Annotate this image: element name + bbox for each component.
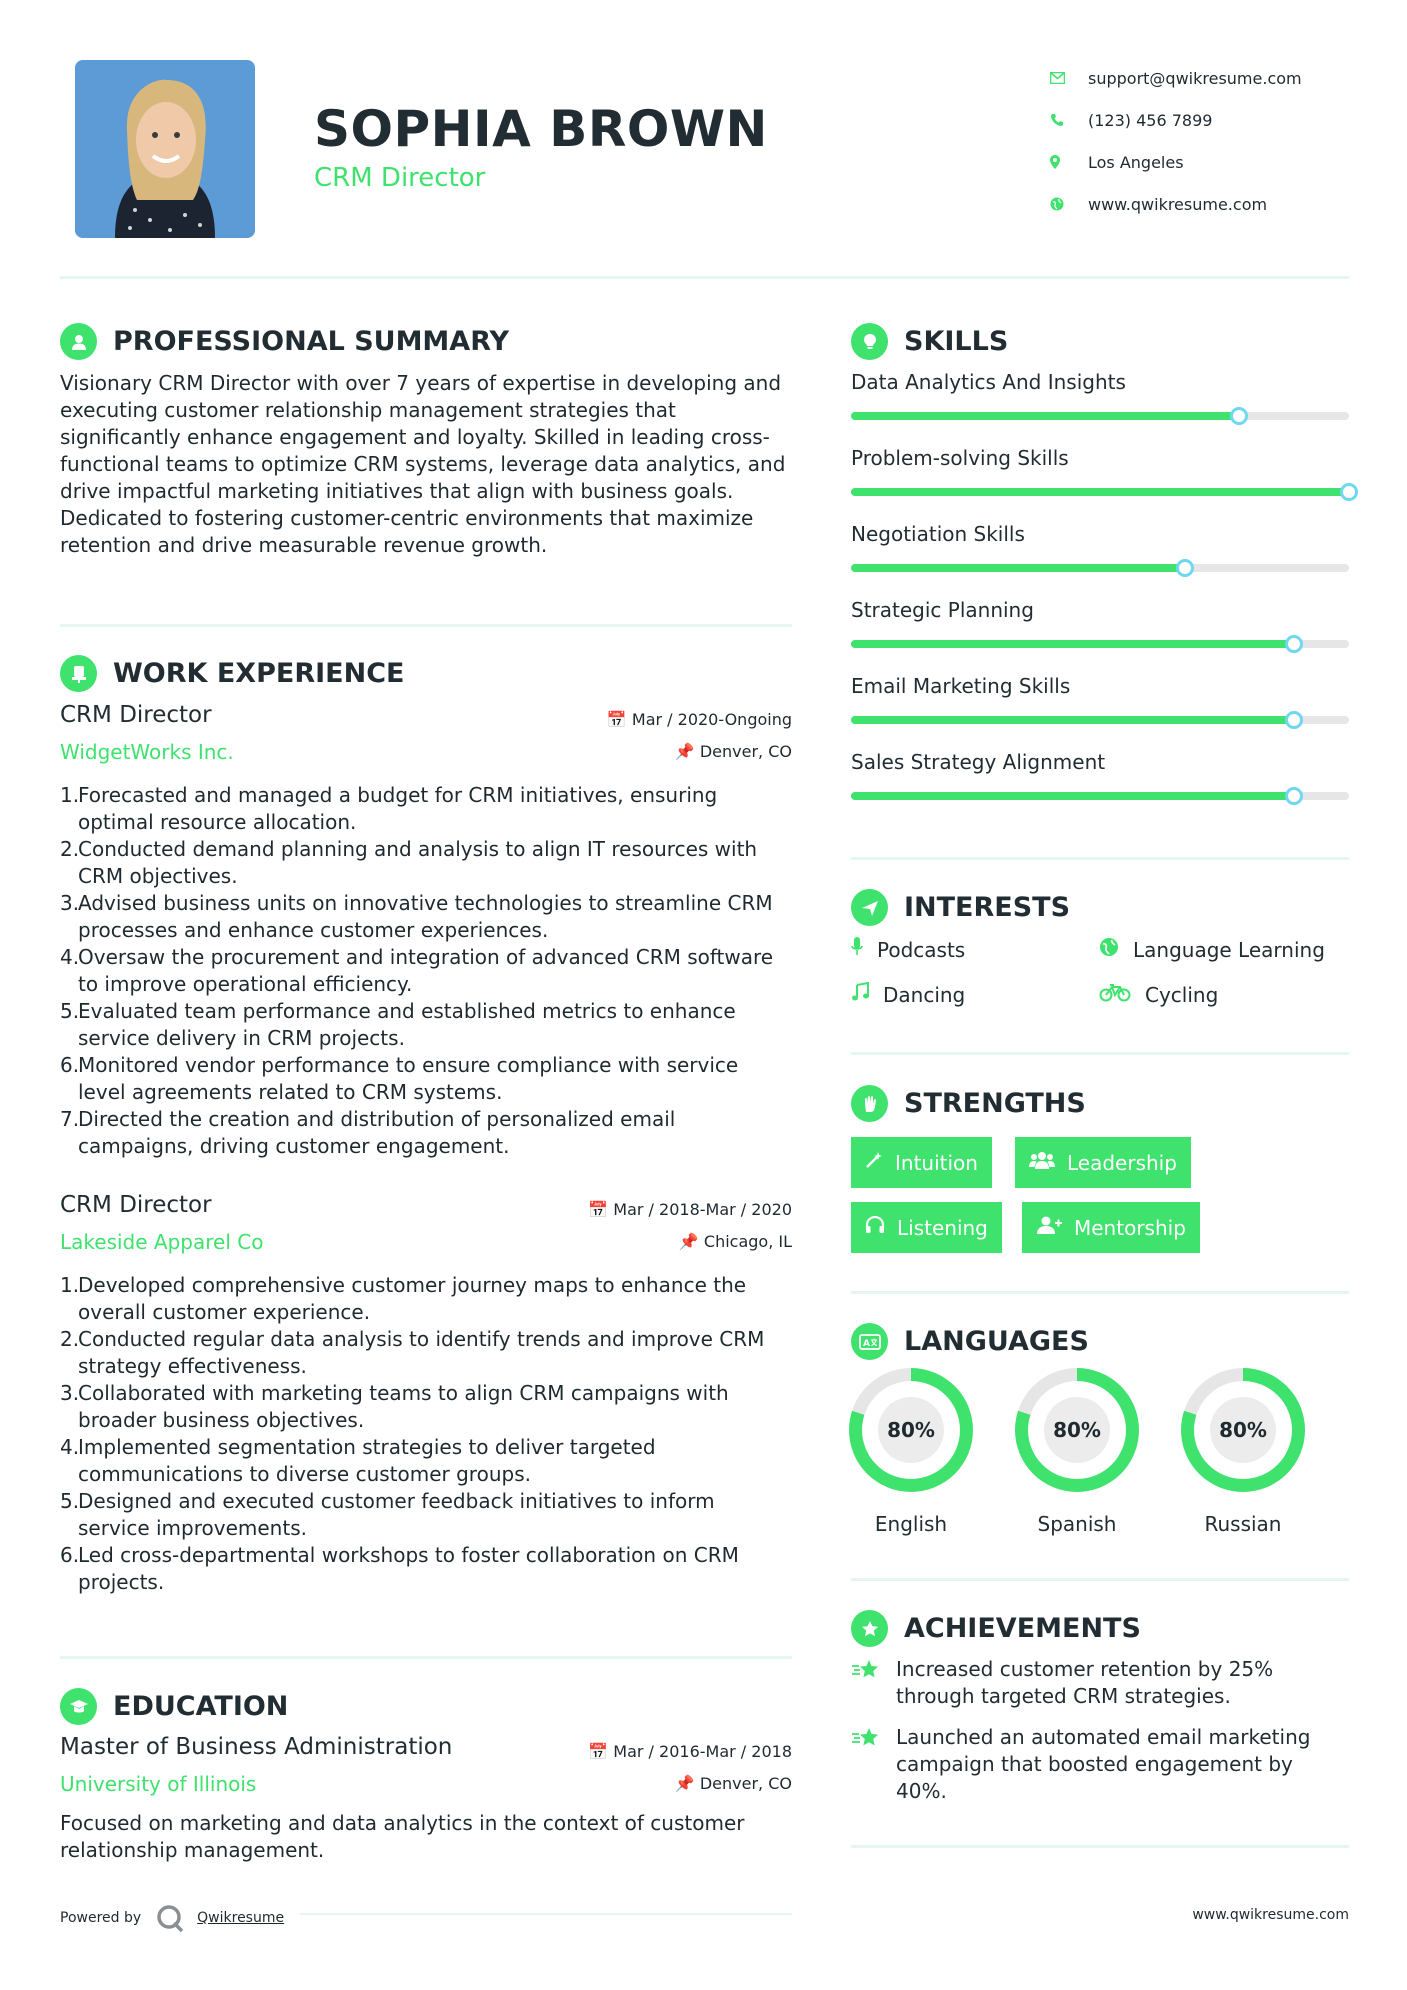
job-bullet: 3. Collaborated with marketing teams to align CRM campaigns with broader business objectives. (60, 1381, 729, 1432)
graduate-icon (60, 1688, 97, 1725)
language-name: Spanish (1037, 1512, 1117, 1536)
bicycle-icon (1099, 982, 1131, 1007)
strength-tag-listening (851, 1202, 1002, 1253)
job-location-text: Denver, CO (699, 742, 792, 761)
languages-heading-text: LANGUAGES (904, 1326, 1089, 1357)
job-bullet: 2. Conducted demand planning and analysis to align IT resources with CRM objectives. (60, 837, 758, 888)
users-icon (1029, 1151, 1055, 1174)
job-location (675, 742, 792, 761)
calendar-icon: 📅 (606, 710, 627, 729)
pushpin-icon: 📌 (674, 742, 695, 761)
contact-phone[interactable] (1050, 99, 1302, 141)
skill-item (851, 522, 1349, 546)
interests-heading-text: INTERESTS (904, 892, 1071, 923)
job-company: Lakeside Apparel Co (60, 1230, 264, 1254)
microphone-icon (851, 937, 863, 962)
languages-heading (851, 1323, 1089, 1360)
job-bullet: 2. Conducted regular data analysis to identify trends and improve CRM strategy effectiveness. (60, 1327, 765, 1378)
map-pin-icon (1050, 155, 1088, 169)
summary-divider (60, 624, 792, 627)
achievements-divider (851, 1845, 1349, 1848)
education-school: University of Illinois (60, 1772, 257, 1796)
job-bullet: 4. Implemented segmentation strategies to deliver targeted communications to diverse customer groups. (60, 1435, 656, 1486)
interest-label: Podcasts (877, 937, 966, 962)
work-divider (60, 1656, 792, 1659)
interest-item-dancing (851, 982, 965, 1007)
powered-by-text: Powered by (60, 1910, 142, 1926)
magic-wand-icon (865, 1151, 883, 1174)
language-item (1015, 1368, 1139, 1536)
summary-heading-text: PROFESSIONAL SUMMARY (113, 326, 510, 357)
skill-label: Sales Strategy Alignment (851, 750, 1106, 774)
skill-knob (1176, 559, 1194, 577)
paper-plane-icon (851, 889, 888, 926)
language-ring (1015, 1368, 1139, 1492)
skill-track (851, 792, 1349, 800)
contact-website-text: www.qwikresume.com (1088, 194, 1268, 214)
skill-label: Email Marketing Skills (851, 674, 1071, 698)
skill-label: Strategic Planning (851, 598, 1034, 622)
candidate-name: SOPHIA BROWN (314, 100, 768, 158)
achievement-text: Launched an automated email marketing campaign that boosted engagement by 40%. (896, 1725, 1311, 1803)
skill-knob (1230, 407, 1248, 425)
education-heading-text: EDUCATION (113, 1691, 289, 1722)
job-company: WidgetWorks Inc. (60, 740, 234, 764)
job-entry (60, 1192, 792, 1596)
summary-heading (60, 323, 509, 360)
skill-item (851, 598, 1349, 622)
language-ring-inner (862, 1381, 960, 1479)
contact-location (1050, 141, 1302, 183)
skill-track (851, 412, 1349, 420)
job-date (607, 710, 792, 729)
skills-heading-text: SKILLS (904, 326, 1009, 357)
job-bullet: 5. Evaluated team performance and established metrics to enhance service delivery in CRM projects. (60, 999, 736, 1050)
education-date (588, 1742, 792, 1761)
footer-powered-by (60, 1903, 284, 1933)
job-title: CRM Director (60, 702, 212, 728)
job-bullets (60, 1272, 792, 1596)
achievement-text: Increased customer retention by 25% through targeted CRM strategies. (896, 1657, 1274, 1708)
skill-knob (1285, 787, 1303, 805)
contact-list (1050, 57, 1302, 225)
pushpin-icon: 📌 (678, 1232, 699, 1251)
achievements-heading (851, 1610, 1141, 1647)
lightbulb-icon (851, 323, 888, 360)
svg-text:A: A (862, 1338, 870, 1349)
skill-fill (851, 640, 1294, 648)
interest-label: Language Learning (1133, 937, 1325, 962)
language-ring-inner (1194, 1381, 1292, 1479)
language-ring (1181, 1368, 1305, 1492)
footer-website[interactable]: www.qwikresume.com (1192, 1907, 1349, 1923)
strength-tag-mentorship (1022, 1202, 1200, 1253)
user-plus-icon (1036, 1216, 1062, 1239)
work-heading (60, 655, 404, 692)
job-bullet: 6. Monitored vendor performance to ensure compliance with service level agreements related to CRM systems. (60, 1053, 739, 1104)
job-date-text: Mar / 2018-Mar / 2020 (613, 1200, 792, 1219)
interest-label: Cycling (1145, 982, 1219, 1007)
phone-icon (1050, 113, 1088, 127)
skill-knob (1285, 711, 1303, 729)
calendar-icon: 📅 (588, 1200, 609, 1219)
skills-heading (851, 323, 1008, 360)
skills-divider (851, 857, 1349, 860)
strengths-heading-text: STRENGTHS (904, 1088, 1086, 1119)
pushpin-icon: 📌 (674, 1774, 695, 1793)
strength-label: Mentorship (1074, 1215, 1186, 1240)
education-location-text: Denver, CO (699, 1774, 792, 1793)
skill-label: Negotiation Skills (851, 522, 1025, 546)
summary-text: Visionary CRM Director with over 7 years of expertise in developing and executing customer relationship management strategies that significantly enhance engagement and loyalty. Skilled in leading cross-functional teams to optimize CRM systems, leverage data analytics, and drive impactful marketing initiatives that align with business goals. Dedicated to fostering customer-centric environments that maximize retention and drive measurable revenue growth. (60, 371, 786, 557)
strengths-divider (851, 1291, 1349, 1294)
skill-label: Problem-solving Skills (851, 446, 1069, 470)
skill-knob (1340, 483, 1358, 501)
language-item (1181, 1368, 1305, 1536)
education-text: Focused on marketing and data analytics in the context of customer relationship management. (60, 1811, 745, 1862)
skill-fill (851, 564, 1185, 572)
skill-item (851, 674, 1349, 698)
qwikresume-link[interactable]: Qwikresume (197, 1910, 285, 1926)
skill-track (851, 488, 1349, 496)
language-name: English (874, 1512, 948, 1536)
star-icon (851, 1724, 896, 1805)
education-date-text: Mar / 2016-Mar / 2018 (613, 1742, 792, 1761)
job-bullet: 4. Oversaw the procurement and integration of advanced CRM software to improve operational efficiency. (60, 945, 774, 996)
envelope-icon (1050, 72, 1088, 84)
strength-label: Leadership (1067, 1150, 1177, 1175)
music-icon (851, 982, 869, 1007)
work-heading-text: WORK EXPERIENCE (113, 658, 405, 689)
language-percent: 80% (1044, 1397, 1110, 1463)
language-ring-inner (1028, 1381, 1126, 1479)
job-bullets (60, 782, 792, 1160)
skill-track (851, 716, 1349, 724)
interests-divider (851, 1052, 1349, 1055)
headphones-icon (865, 1216, 885, 1239)
briefcase-icon (60, 655, 97, 692)
strength-tag-intuition (851, 1137, 992, 1188)
language-name: Russian (1204, 1512, 1282, 1536)
interest-item-language-learning (1099, 937, 1325, 962)
footer-divider (300, 1913, 792, 1915)
achievements-heading-text: ACHIEVEMENTS (904, 1613, 1141, 1644)
job-bullet: 5. Designed and executed customer feedback initiatives to inform service improvements. (60, 1489, 715, 1540)
job-bullet: 3. Advised business units on innovative technologies to streamline CRM processes and enhance customer experiences. (60, 891, 773, 942)
interest-label: Dancing (883, 982, 966, 1007)
interests-heading (851, 889, 1070, 926)
job-bullet: 7. Directed the creation and distribution of personalized email campaigns, driving customer engagement. (60, 1107, 676, 1158)
education-location (675, 1774, 792, 1793)
globe-icon (1099, 937, 1119, 962)
calendar-icon: 📅 (588, 1742, 609, 1761)
strength-label: Listening (897, 1215, 988, 1240)
skill-fill (851, 488, 1349, 496)
job-bullet: 1. Forecasted and managed a budget for CRM initiatives, ensuring optimal resource allocation. (60, 783, 718, 834)
globe-icon (1050, 197, 1088, 211)
job-title: CRM Director (60, 1192, 212, 1218)
skill-item (851, 446, 1349, 470)
contact-email[interactable] (1050, 57, 1302, 99)
strength-tag-leadership (1015, 1137, 1191, 1188)
job-entry (60, 702, 792, 1160)
header-divider (60, 276, 1349, 279)
star-icon (851, 1656, 896, 1710)
skill-fill (851, 792, 1294, 800)
job-bullet: 6. Led cross-departmental workshops to foster collaboration on CRM projects. (60, 1543, 739, 1594)
languages-divider (851, 1578, 1349, 1581)
education-entry (60, 1734, 792, 1864)
skill-knob (1285, 635, 1303, 653)
interest-item-cycling (1099, 982, 1218, 1007)
hand-icon (851, 1085, 888, 1122)
achievement-item (851, 1656, 1349, 1710)
achievement-item (851, 1724, 1349, 1805)
language-item (849, 1368, 973, 1536)
skill-track (851, 564, 1349, 572)
language-ring (849, 1368, 973, 1492)
skill-fill (851, 412, 1239, 420)
contact-location-text: Los Angeles (1088, 152, 1184, 172)
user-icon (60, 323, 97, 360)
job-location (679, 1232, 792, 1251)
candidate-title: CRM Director (314, 163, 486, 193)
strengths-heading (851, 1085, 1086, 1122)
language-percent: 80% (1210, 1397, 1276, 1463)
language-icon (851, 1323, 888, 1360)
skill-item (851, 750, 1349, 774)
strength-label: Intuition (895, 1150, 978, 1175)
qwikresume-logo-icon (155, 1903, 185, 1933)
skill-fill (851, 716, 1294, 724)
contact-phone-text: (123) 456 7899 (1088, 110, 1213, 130)
interest-item-podcasts (851, 937, 965, 962)
skill-track (851, 640, 1349, 648)
star-badge-icon (851, 1610, 888, 1647)
job-date (588, 1200, 792, 1219)
language-percent: 80% (878, 1397, 944, 1463)
job-date-text: Mar / 2020-Ongoing (631, 710, 792, 729)
contact-website[interactable] (1050, 183, 1302, 225)
skill-item (851, 370, 1349, 394)
profile-photo (75, 60, 255, 238)
job-location-text: Chicago, IL (703, 1232, 792, 1251)
education-degree: Master of Business Administration (60, 1734, 453, 1760)
skill-label: Data Analytics And Insights (851, 370, 1126, 394)
contact-email-text: support@qwikresume.com (1088, 68, 1302, 88)
education-heading (60, 1688, 288, 1725)
job-bullet: 1. Developed comprehensive customer journey maps to enhance the overall customer experience. (60, 1273, 747, 1324)
